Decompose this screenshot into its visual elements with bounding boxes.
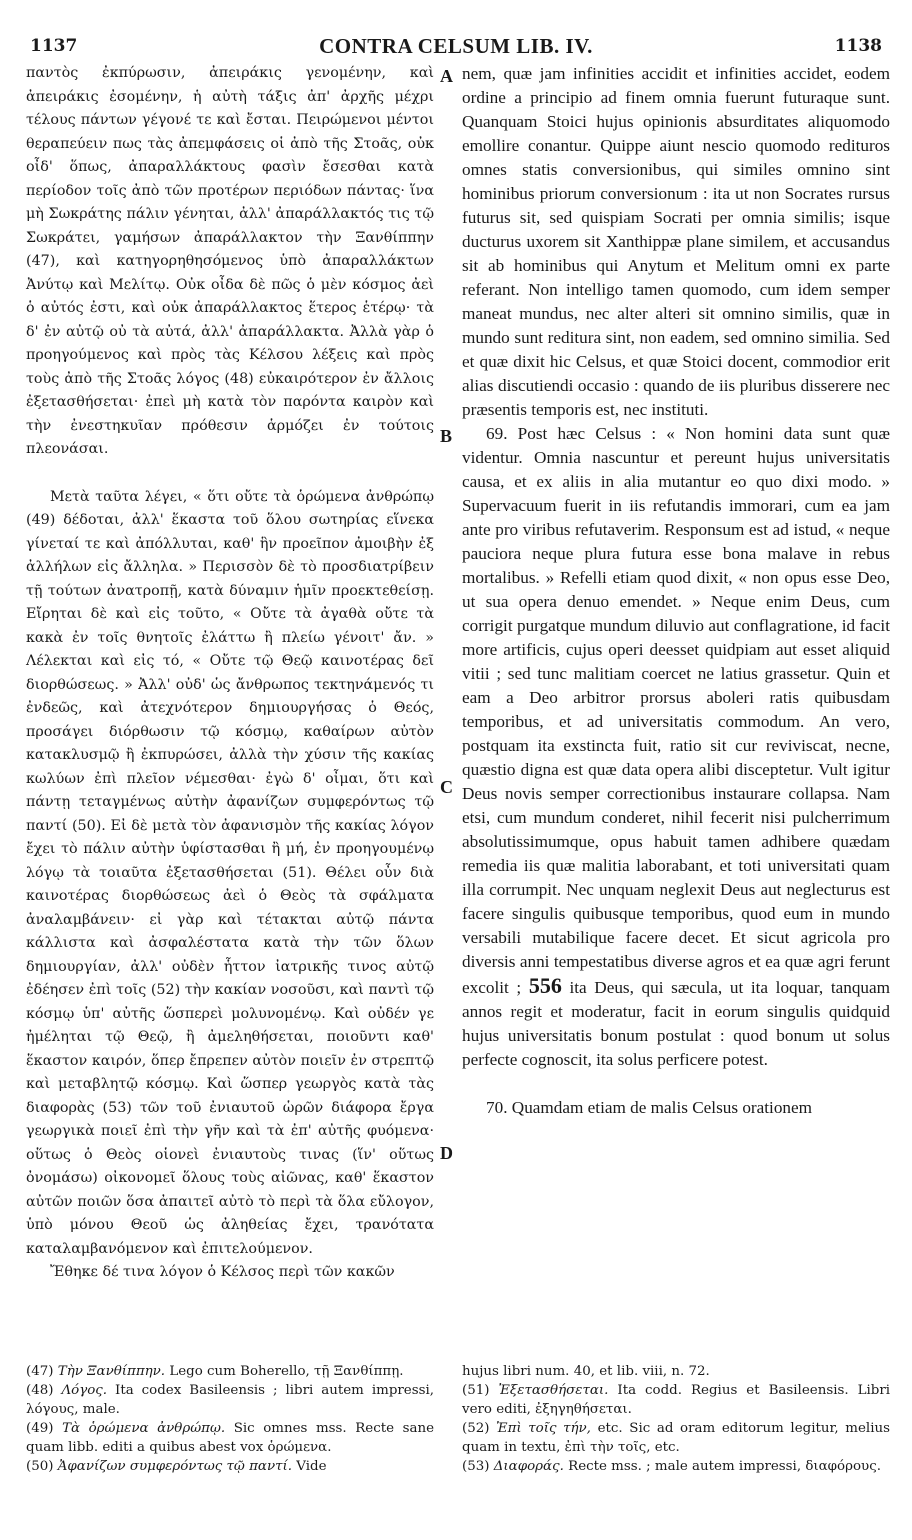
footnote: (47) Τὴν Ξανθίππην. Lego cum Boherello, τῇ Ξανθίππῃ. <box>26 1364 404 1379</box>
latin-column <box>462 62 890 1120</box>
footnote: (49) Τὰ ὁρώμενα ἀνθρώπῳ. Sic omnes mss. Recte sane quam libb. editi a quibus abest vox ὁρώμενα. <box>26 1421 435 1455</box>
section-marker-b: B <box>440 426 453 446</box>
greek-column <box>26 62 434 1285</box>
running-title: CONTRA CELSUM LIB. IV. <box>319 34 593 58</box>
footnote: (52) Ἐπὶ τοῖς τήν, etc. Sic ad oram editorum legitur, melius quam in textu, ἐπὶ τὴν τοῖς, etc. <box>462 1421 890 1455</box>
footnote: hujus libri num. 40, et lib. viii, n. 72. <box>462 1364 710 1379</box>
right-page-number: 1138 <box>834 36 882 56</box>
latin-paragraph-2b: ita Deus, qui sæcula, ut ita loquar, tanquam annos regit et moderatur, facit in eorum singulis quidquid hujus universitatis bonum postulat : quod bonum ut solus perfecte cognoscit, ita solus perficere potest. <box>462 978 891 1069</box>
footnote: (50) Ἀφανίζων συμφερόντως τῷ παντί. Vide <box>26 1459 327 1474</box>
latin-paragraph-3: 70. Quamdam etiam de malis Celsus orationem <box>486 1098 813 1117</box>
greek-paragraph-1: παντὸς ἐκπύρωσιν, ἀπειράκις γενομένην, καὶ ἀπειράκις ἐσομένην, ἡ αὐτὴ τάξις ἀπ' ἀρχῆς μέχρι τέλους πάντων γέγονέ τε καὶ ἔσται. Πειρώμενοι μέντοι θεραπεύειν πως τὰς ἀπεμφάσεις οἱ ἀπὸ τῆς Στοᾶς, οὐκ οἶδ' ὅπως, ἀπαραλλάκτους φασὶν ἔσεσθαι κατὰ περίοδον τοῖς ἀπὸ τῶν προτέρων περιόδων πάντας· ἵνα μὴ Σωκράτης πάλιν γένηται, ἀλλ' ἀπαράλλακτός τις τῷ Σωκράτει, γαμήσων ἀπαράλλακτον τὴν Ξανθίππην (47), καὶ κατηγορηθησόμενος ὑπὸ ἀπαραλλάκτων Ἀνύτῳ καὶ Μελίτῳ. Οὐκ οἶδα δὲ πῶς ὁ μὲν κόσμος ἀεὶ ὁ αὐτός ἐστι, καὶ οὐκ ἀπαράλλακτος ἕτερος ἑτέρῳ· τὰ δ' ἐν αὐτῷ οὐ τὰ αὐτά, ἀλλ' ἀπαράλλακτα. Ἀλλὰ γὰρ ὁ προηγούμενος καὶ πρὸς τὰς Κέλσου λέξεις καὶ πρὸς τοὺς ἀπὸ τῆς Στοᾶς λόγος (48) εὐκαιρότερον ἐν ἄλλοις ἐξετασθήσεται· ἐπεὶ μὴ κατὰ τὸν παρόντα καιρὸν καὶ τὴν ἐνεστηκυῖαν πρόθεσιν ἁρμόζει ἐν τούτοις πλεονάσαι. <box>26 65 434 457</box>
running-header <box>0 30 912 60</box>
footnote: (48) Λόγος. Ita codex Basileensis ; libri autem impressi, λόγους, male. <box>26 1383 434 1417</box>
left-page-number: 1137 <box>30 36 78 56</box>
latin-paragraph-1: nem, quæ jam infinities accidit et infinities accidet, eodem ordine a principio ad finem omnia fuerunt futuraque sunt. Quanquam Stoici hujus opinionis absurditates aliquomodo emollire conantur. Quippe aiunt nescio quomodo redituros omnes statis conversionibus, qui similes omnino sint hominibus priorum conversionum : ita ut non Socrates rursus futurus sit, sed quispiam Socrati per omnia similis; isque ducturus uxorem sit Xanthippæ plane similem, et accusandus sit ab hominibus qui Anytum et Melitum omni ex parte referant. Non intelligo tamen quomodo, cum idem semper maneat mundus, nec alter alteri sit omnino similis, quæ in mundo sunt reditura sint, non eadem, sed omnino similia. Sed et quæ dixit hic Celsus, et quæ Stoici docent, commodior erit alias discutiendi occasio : quando de iis pluribus disserere nec præsentis temporis est, nec instituti. <box>462 64 890 419</box>
greek-paragraph-3: Ἔθηκε δέ τινα λόγον ὁ Κέλσος περὶ τῶν κακῶν <box>50 1264 395 1280</box>
spacer <box>26 462 434 486</box>
latin-paragraph-2 <box>462 422 890 1072</box>
section-marker-a: A <box>440 66 453 86</box>
latin-paragraph-2a: 69. Post hæc Celsus : « Non homini data sunt quæ videntur. Omnia nascuntur et pereunt hujus universitatis causa, et ex aliis in alia mutantur eo quo dixi modo. » Supervacuum fuerit in iis refutandis immorari, cum ea jam ante pro viribus refutaverim. Responsum est ad istud, « neque pauciora neque plura futura esse bona malave in rebus mortalibus. » Refelli etiam quod dixit, « non opus esse Deo, ut sua opera denuo emendet. » Neque enim Deus, cum corrigit purgatque mundum diluvio aut conflagratione, id facit more artificis, cujus operi deesset quidpiam aut esset aliquid vitii ; sed tunc malitiam coercet ne latius grassetur. Quin et eam a Deo arbitror prorsus aboleri ratis quibusdam temporibus, et ad universitatis commodum. An vero, postquam ita exstincta fuit, ratio sit cur reviviscat, necne, quæstio digna est quæ data opera alibi disceptetur. Vult igitur Deus novis semper correctionibus instaurare collapsa. Nam etsi, cum mundum conderet, nihil fecerit nisi pulcherrimum absolutissimumque, opus habuit tamen adhibere quædam remedia iis quæ malitia laborabant, et toti universitati quam illa corrumpit. Nec unquam neglexit Deus aut neglecturus est facere singulis quibusque temporibus, quod eum in mundo versabili mutabilique facere decet. Et sicut agricola pro diversis anni tempestatibus diverse agros et ea quæ agri ferunt excolit ; <box>462 424 890 997</box>
section-marker-c: C <box>440 777 453 797</box>
section-marker-d: D <box>440 1143 453 1163</box>
footnote: (51) Ἐξετασθήσεται. Ita codd. Regius et Basileensis. Libri vero editi, ἐξηγηθήσεται. <box>462 1383 891 1417</box>
footnote: (53) Διαφοράς. Recte mss. ; male autem impressi, διαφόρους. <box>462 1459 881 1474</box>
footnotes-right <box>462 1362 890 1476</box>
spacer <box>462 1072 890 1096</box>
column-number: 556 <box>528 973 562 998</box>
greek-paragraph-2: Μετὰ ταῦτα λέγει, « ὅτι οὔτε τὰ ὁρώμενα ἀνθρώπῳ (49) δέδοται, ἀλλ' ἕκαστα τοῦ ὅλου σωτηρίας εἵνεκα γίνεταί τε καὶ ἀπόλλυται, καθ' ἣν προεῖπον ἀμοιβὴν ἐξ ἀλλήλων εἰς ἄλληλα. » Περισσὸν δὲ τὸ προσδιατρίβειν τῇ τούτων ἀνατροπῇ, κατὰ δύναμιν ἡμῖν προεκτεθείσῃ. Εἴρηται δὲ καὶ εἰς τοῦτο, « Οὔτε τὰ ἀγαθὰ οὔτε τὰ κακὰ ἐν τοῖς θνητοῖς ἐλάττω ἢ πλείω γένοιτ' ἄν. » Λέλεκται καὶ εἰς τό, « Οὔτε τῷ Θεῷ καινοτέρας δεῖ διορθώσεως. » Ἀλλ' οὐδ' ὡς ἄνθρωπος τεκτηνάμενός τι ἐνδεῶς, καὶ ἀτεχνότερον δημιουργήσας ὁ Θεός, προσάγει διόρθωσιν τῷ κόσμῳ, καθαίρων αὐτὸν κατακλυσμῷ ἢ ἐκπυρώσει, ἀλλὰ τὴν χύσιν τῆς κακίας κωλύων ἐπὶ πλεῖον νέμεσθαι· ἐγὼ δ' οἶμαι, ὅτι καὶ πάντῃ τεταγμένως αὐτὴν ἀφανίζων συμφερόντως τῷ παντί (50). Εἰ δὲ μετὰ τὸν ἀφανισμὸν τῆς κακίας λόγον ἔχει τὸ πάλιν αὐτὴν ὑφίστασθαι ἢ μή, ἐν προηγουμένῳ λόγῳ τὰ τοιαῦτα ἐξετασθήσεται (51). Θέλει οὖν διὰ καινοτέρας διορθώσεως ἀεὶ ὁ Θεὸς τὰ σφάλματα ἀναλαμβάνειν· εἰ γὰρ καὶ τέτακται αὐτῷ πάντα κάλλιστα καὶ ἀσφαλέστατα κατὰ τὴν τῶν ὅλων δημιουργίαν, ἀλλ' οὐδὲν ἧττον ἰατρικῆς τινος αὐτῷ ἐδέησεν ἐπὶ τοῖς (52) τὴν κακίαν νοσοῦσι, καὶ παντὶ τῷ κόσμῳ ὑπ' αὐτῆς ὥσπερεὶ μολυνομένῳ. Καὶ οὐδέν γε ἠμέληται τῷ Θεῷ, ἢ ἀμεληθήσεται, ποιοῦντι καθ' ἕκαστον καιρόν, ὅπερ ἔπρεπεν αὐτὸν ποιεῖν ἐν στρεπτῷ καὶ μεταβλητῷ κόσμῳ. Καὶ ὥσπερ γεωργὸς κατὰ τὰς διαφορὰς (53) τῶν τοῦ ἐνιαυτοῦ ὡρῶν διάφορα ἔργα γεωργικὰ ποιεῖ ἐπὶ τὴν γῆν καὶ τὰ ἐπ' αὐτῆς φυόμενα· οὕτως ὁ Θεὸς οἱονεὶ ἐνιαυτοὺς τινας (ἵν' οὕτως ὀνομάσω) οἰκονομεῖ ὅλους τοὺς αἰῶνας, καθ' ἕκαστον αὐτῶν ποιῶν ὅσα ἀπαιτεῖ αὐτὸ τὸ περὶ τὰ ὅλα εὔλογον, ὑπὸ μόνου Θεοῦ ὡς ἀληθείας ἔχει, τρανότατα καταλαμβανόμενον καὶ ἐπιτελούμενον. <box>26 488 434 1257</box>
footnotes-left <box>26 1362 434 1476</box>
